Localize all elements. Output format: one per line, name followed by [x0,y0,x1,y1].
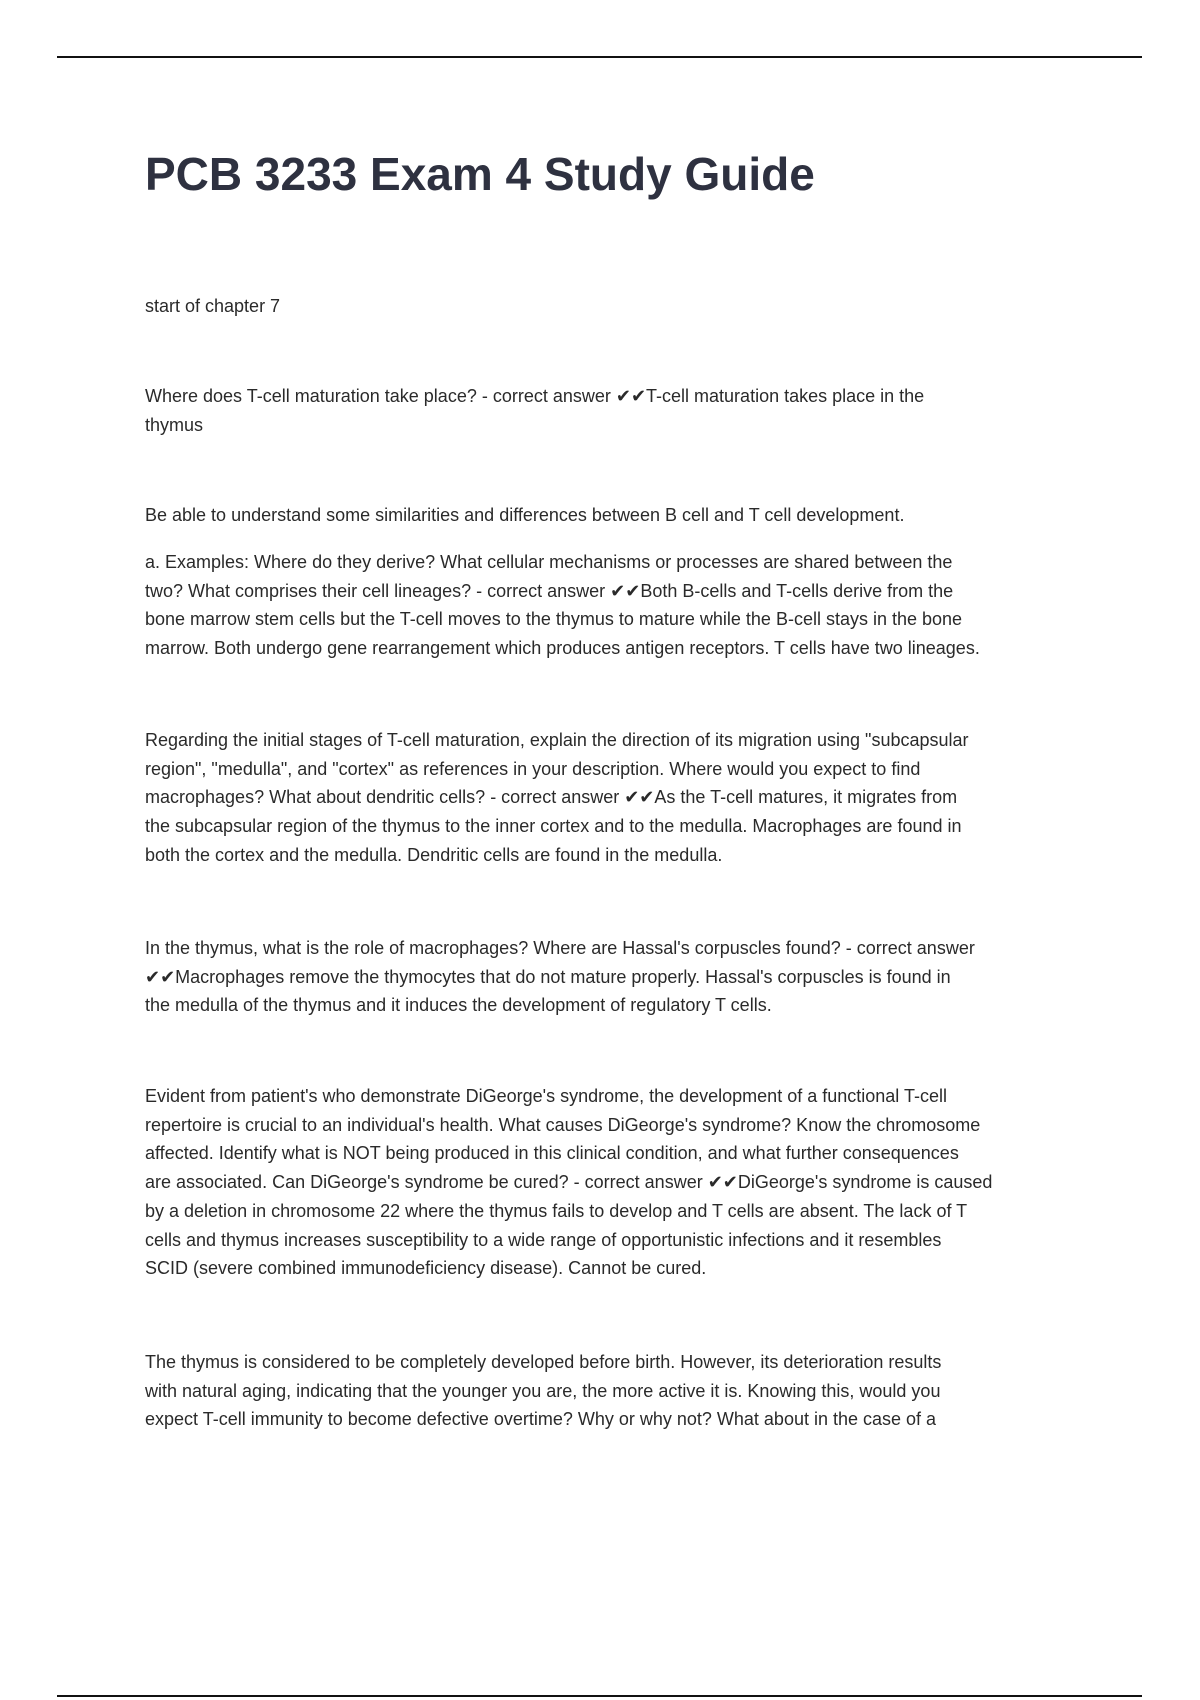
paragraph-line: SCID (severe combined immunodeficiency disease). Cannot be cured. [145,1258,707,1279]
paragraph-line: region", "medulla", and "cortex" as references in your description. Where would you expect to find [145,758,921,779]
paragraph-line: Be able to understand some similarities and differences between B cell and T cell development. [145,505,905,525]
paragraph-line: cells and thymus increases susceptibility to a wide range of opportunistic infections and it resembles [145,1229,942,1250]
paragraph-line: Evident from patient's who demonstrate DiGeorge's syndrome, the development of a functional T-cell [145,1086,947,1106]
paragraph-line: expect T-cell immunity to become defective overtime? Why or why not? What about in the case of a [145,1409,937,1430]
paragraph-line: repertoire is crucial to an individual's health. What causes DiGeorge's syndrome? Know the chromosome [145,1114,981,1135]
paragraph-line: Where does T-cell maturation take place? - correct answer ✔✔T-cell maturation takes place in the [145,386,925,406]
paragraph-line: by a deletion in chromosome 22 where the thymus fails to develop and T cells are absent. The lack of T [145,1200,968,1221]
paragraph-line: In the thymus, what is the role of macrophages? Where are Hassal's corpuscles found? - correct answer [145,938,975,958]
section-label [145,292,280,321]
paragraph-line: with natural aging, indicating that the younger you are, the more active it is. Knowing this, would you [145,1380,941,1401]
paragraph-line: Regarding the initial stages of T-cell maturation, explain the direction of its migration using "subcapsular [145,730,969,750]
paragraph-line: ✔✔Macrophages remove the thymocytes that do not mature properly. Hassal's corpuscles is found in [145,966,951,987]
paragraph-line: The thymus is considered to be completely developed before birth. However, its deterioration results [145,1352,942,1372]
top-rule [57,56,1142,58]
bottom-rule [57,1695,1142,1697]
qa-paragraph [145,1348,941,1434]
paragraph-line: marrow. Both undergo gene rearrangement which produces antigen receptors. T cells have two lineages. [145,638,980,659]
paragraph-line: affected. Identify what is NOT being produced in this clinical condition, and what further consequences [145,1143,959,1164]
qa-paragraph [145,1082,992,1283]
qa-paragraph [145,501,904,530]
page-title: PCB 3233 Exam 4 Study Guide [145,148,815,200]
qa-paragraph [145,934,975,1020]
paragraph-line: thymus [145,414,204,435]
paragraph-line: are associated. Can DiGeorge's syndrome be cured? - correct answer ✔✔DiGeorge's syndrome is caused [145,1172,993,1193]
qa-paragraph [145,382,924,439]
qa-paragraph [145,548,980,663]
paragraph-line: bone marrow stem cells but the T-cell moves to the thymus to mature while the B-cell stays in the bone [145,609,963,630]
section-text: start of chapter 7 [145,296,281,316]
paragraph-line: two? What comprises their cell lineages? - correct answer ✔✔Both B-cells and T-cells derive from the [145,580,954,601]
paragraph-line: a. Examples: Where do they derive? What cellular mechanisms or processes are shared between the [145,552,953,572]
paragraph-line: both the cortex and the medulla. Dendritic cells are found in the medulla. [145,844,723,865]
paragraph-line: the subcapsular region of the thymus to the inner cortex and to the medulla. Macrophages are found in [145,816,962,837]
qa-paragraph [145,726,969,870]
paragraph-line: macrophages? What about dendritic cells? - correct answer ✔✔As the T-cell matures, it migrates from [145,787,958,808]
paragraph-line: the medulla of the thymus and it induces the development of regulatory T cells. [145,995,772,1016]
